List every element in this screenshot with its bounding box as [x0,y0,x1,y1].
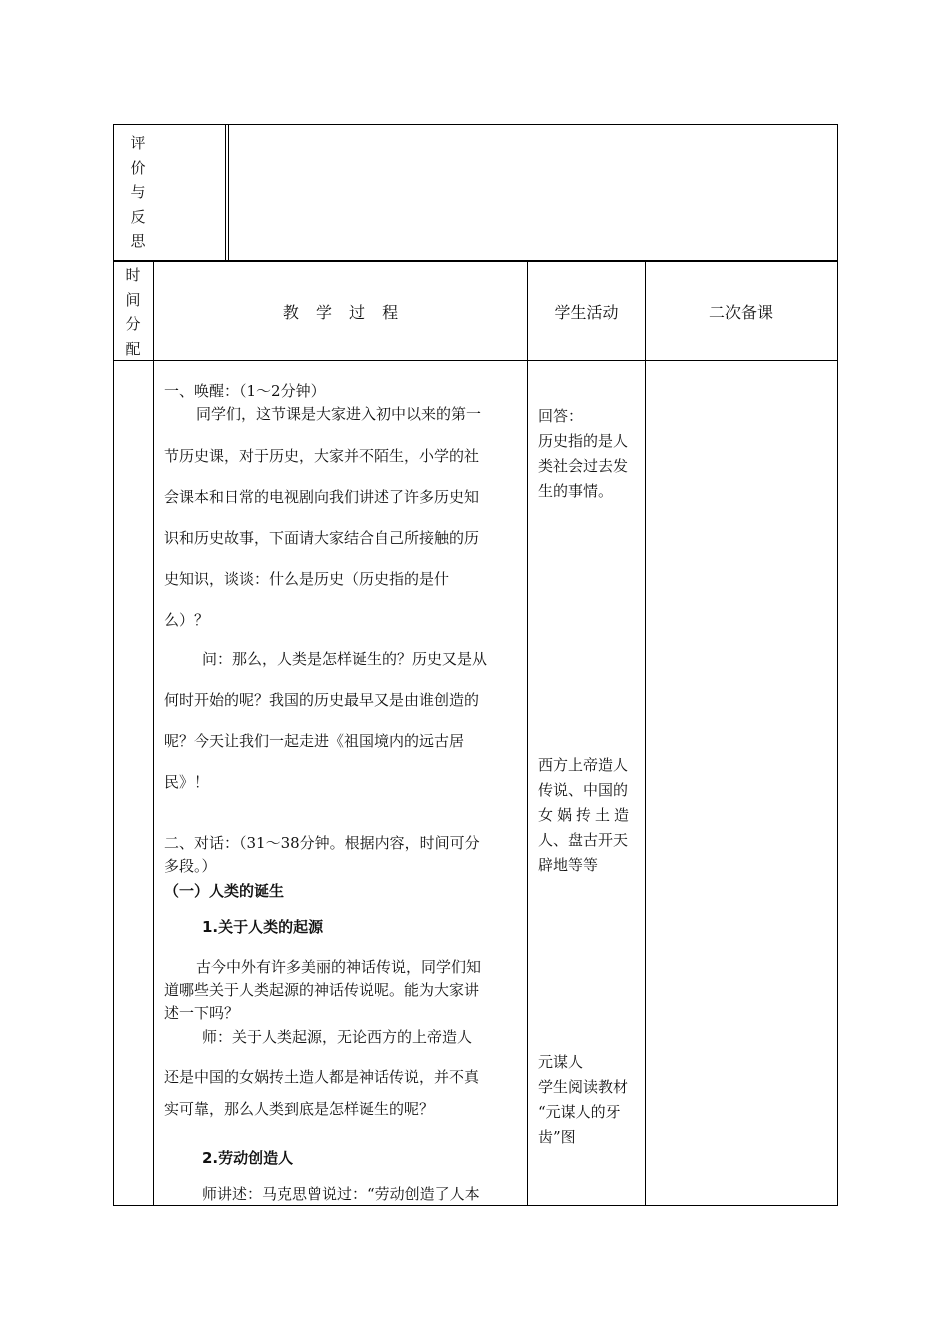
paragraph-line: 师：关于人类起源，无论西方的上帝造人 [202,1028,473,1046]
activity-line: 元谋人 [538,1053,584,1071]
paragraph-line: 史知识，谈谈：什么是历史（历史指的是什 [164,570,450,588]
student-activity-header: 学生活动 [554,303,619,322]
activity-line: 辟地等等 [538,856,599,874]
paragraph-line: 呢？今天让我们一起走进《祖国境内的远古居 [164,732,465,750]
col-divider-time [153,260,154,1205]
activity-line: 生的事情。 [538,482,614,500]
time-allocation-header: 时 间 分 配 [125,266,141,358]
paragraph-line: 述一下吗？ [164,1004,240,1022]
second-preparation-header: 二次备课 [708,303,773,322]
activity-line: 传说、中国的 [538,781,629,799]
activity-line: 回答： [538,407,584,425]
paragraph-line: 识和历史故事，下面请大家结合自己所接触的历 [164,529,480,547]
section-awaken-title: 一、唤醒：（1～2分钟） [164,382,326,400]
paragraph-line: 古今中外有许多美丽的神话传说，同学们知 [196,958,482,976]
reflection-label: 评 价 与 反 思 [130,134,146,250]
paragraph-line: 实可靠，那么人类到底是怎样诞生的呢？ [164,1100,435,1118]
paragraph-line: 问：那么，人类是怎样诞生的？历史又是从 [202,650,488,668]
activity-line: 历史指的是人 [538,432,629,450]
subheading-origin-of-humans: 1.关于人类的起源 [202,918,324,936]
activity-line: 女娲抟土造 [538,806,634,824]
paragraph-line: 何时开始的呢？我国的历史最早又是由谁创造的 [164,691,480,709]
activity-line: 人、盘古开天 [538,831,629,849]
activity-line: 齿”图 [538,1128,576,1146]
paragraph-line: 还是中国的女娲抟土造人都是神话传说，并不真 [164,1068,480,1086]
teaching-process-header: 教 学 过 程 [282,303,399,322]
activity-line: “元谋人的牙 [538,1103,621,1121]
activity-line: 学生阅读教材 [538,1078,629,1096]
activity-line: 西方上帝造人 [538,756,629,774]
labor-paragraph-line: 师讲述：马克思曾说过：“劳动创造了人本 [202,1185,480,1203]
col-divider-student [645,260,646,1205]
reflection-divider-inner [228,124,229,261]
subheading-labor-creates-humans: 2.劳动创造人 [202,1149,294,1167]
reflection-table [113,124,838,262]
activity-line: 类社会过去发 [538,457,629,475]
paragraph-line: 民》！ [164,773,210,791]
heading-human-origin: （一）人类的诞生 [164,882,285,900]
paragraph-line: 多段。） [164,857,217,875]
col-divider-process [527,260,528,1205]
header-row-divider [113,360,837,361]
paragraph-line: 道哪些关于人类起源的神话传说呢。能为大家讲 [164,981,480,999]
paragraph-line: 节历史课，对于历史，大家并不陌生，小学的社 [164,447,480,465]
paragraph-line: 二、对话：（31～38分钟。根据内容，时间可分 [164,834,480,852]
reflection-divider [225,124,226,261]
paragraph-line: 同学们，这节课是大家进入初中以来的第一 [196,405,482,423]
paragraph-line: 会课本和日常的电视剧向我们讲述了许多历史知 [164,488,480,506]
paragraph-line: 么）？ [164,611,210,629]
